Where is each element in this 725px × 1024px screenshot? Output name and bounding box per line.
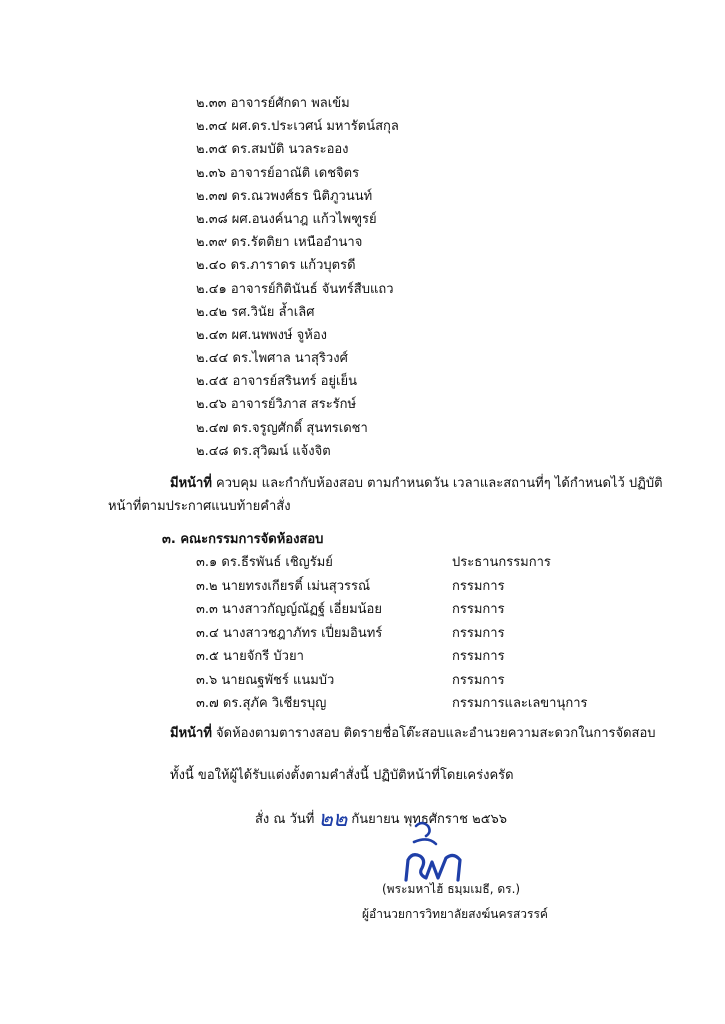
signer-name: (พระมหาไฮ้ ธมฺมเมธี, ดร.)	[382, 882, 521, 896]
member-role: กรรมการ	[452, 602, 505, 617]
member-name: ๓.๕ นายจักรี บัวยา	[196, 649, 304, 664]
date-prefix: สั่ง ณ วันที่	[255, 812, 315, 827]
member-role: กรรมการ	[452, 672, 505, 688]
list-item: ๒.๓๙ ดร.รัตติยา เหนืออำนาจ	[196, 235, 363, 251]
list-item: ๒.๓๖ อาจารย์อาณัติ เดชจิตร	[196, 165, 360, 181]
signer-title: ผู้อำนวยการวิทยาลัยสงฆ์นครสวรรค์	[362, 907, 548, 921]
table-row	[196, 622, 616, 646]
duty-label: มีหน้าที่	[170, 476, 212, 491]
signature-mark	[388, 818, 488, 888]
list-item: ๒.๓๕ ดร.สมบัติ นวลระออง	[196, 142, 349, 158]
table-row	[196, 598, 616, 622]
member-name: ๓.๗ ดร.สุภัค วิเชียรบุญ	[196, 696, 327, 711]
duty-line-1	[108, 472, 678, 495]
committee-3-duty-paragraph	[170, 724, 656, 744]
duty-line-2: หน้าที่ตามประกาศแนบท้ายคำสั่ง	[108, 499, 291, 514]
member-role: ประธานกรรมการ	[452, 555, 551, 570]
list-item: ๒.๓๘ ผศ.อนงค์นาฎ แก้วไพฑูรย์	[196, 211, 377, 227]
table-row	[196, 692, 616, 716]
member-name: ๓.๑ ดร.ธีรพันธ์ เชิญรัมย์	[196, 555, 333, 570]
member-role: กรรมการและเลขานุการ	[452, 696, 588, 711]
date-suffix: กันยายน พุทธศักราช ๒๕๖๖	[351, 812, 508, 827]
committee-3-member-list	[196, 551, 616, 716]
member-name: ๓.๖ นายณฐพัชร์ แนมบัว	[196, 672, 335, 688]
list-item: ๒.๔๑ อาจารย์กิตินันธ์ จันทร์สืบแถว	[196, 281, 394, 297]
table-row	[196, 551, 616, 575]
table-row	[196, 645, 616, 669]
committee-2-member-list	[196, 92, 399, 463]
list-item: ๒.๔๓ ผศ.นพพงษ์ จูห้อง	[196, 327, 327, 343]
handwritten-day: ๒๒	[318, 807, 348, 832]
member-role: กรรมการ	[452, 649, 505, 664]
list-item: ๒.๔๘ ดร.สุวิฒน์ แจ้งจิต	[196, 443, 331, 459]
list-item: ๒.๔๕ อาจารย์สรินทร์ อยู่เย็น	[196, 374, 357, 390]
list-item: ๒.๓๔ ผศ.ดร.ประเวศน์ มหารัตน์สกุล	[196, 119, 399, 135]
member-name: ๓.๓ นางสาวกัญญ์ณัฏฐ์ เอี่ยมน้อย	[196, 602, 382, 617]
duty-text: จัดห้องตามตารางสอบ ติดรายชื่อโต๊ะสอบและอำนวยความสะดวกในการจัดสอบ	[211, 726, 656, 741]
list-item: ๒.๓๗ ดร.ณวพงศ์ธร นิติภูวนนท์	[196, 188, 373, 204]
list-item: ๒.๔๔ ดร.ไพศาล นาสุริวงศ์	[196, 351, 348, 367]
member-role: กรรมการ	[452, 578, 505, 594]
list-item: ๒.๔๖ อาจารย์วิภาส สระรักษ์	[196, 397, 357, 413]
closing-statement: ทั้งนี้ ขอให้ผู้ได้รับแต่งตั้งตามคำสั่งนี้ ปฏิบัติหน้าที่โดยเคร่งครัด	[170, 768, 514, 783]
list-item: ๒.๔๐ ดร.ภาราดร แก้วบุตรดี	[196, 258, 356, 274]
member-role: กรรมการ	[452, 625, 505, 641]
duty-label: มีหน้าที่	[170, 726, 212, 741]
section-3-heading: ๓. คณะกรรมการจัดห้องสอบ	[162, 532, 324, 547]
list-item: ๒.๓๓ อาจารย์ศักดา พลเข้ม	[196, 96, 350, 111]
table-row	[196, 669, 616, 693]
member-name: ๓.๔ นางสาวชฎาภัทร เปี่ยมอินทร์	[196, 625, 383, 641]
table-row	[196, 575, 616, 599]
member-name: ๓.๒ นายทรงเกียรติ์ เม่นสุวรรณ์	[196, 578, 371, 594]
list-item: ๒.๔๒ รศ.วินัย ล้ำเลิศ	[196, 304, 315, 320]
duty-text: ควบคุม และกำกับห้องสอบ ตามกำหนดวัน เวลาและสถานที่ๆ ได้กำหนดไว้ ปฏิบัติ	[211, 476, 663, 491]
list-item: ๒.๔๗ ดร.จรูญศักดิ์ สุนทรเดชา	[196, 420, 368, 436]
committee-2-duty-paragraph	[108, 472, 678, 518]
